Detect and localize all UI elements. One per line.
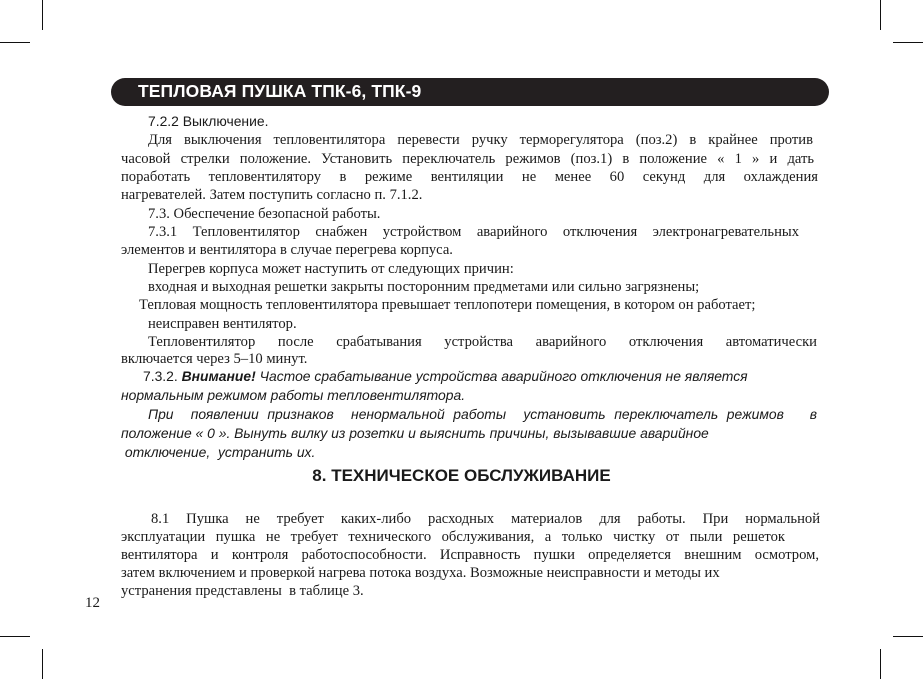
page-title: ТЕПЛОВАЯ ПУШКА ТПК-6, ТПК-9 — [138, 81, 422, 101]
crop-mark-top-right-h — [893, 42, 923, 43]
paragraph-line: нагревателей. Затем поступить согласно п. 7.1.2. — [121, 187, 423, 203]
paragraph-line: часовой стрелки положение. Установить переключатель режимов (поз.1) в положение « 1 » и дать — [121, 151, 814, 167]
list-item: Тепловая мощность тепловентилятора превышает теплопотери помещения, в котором он работает; — [139, 297, 756, 313]
list-item: неисправен вентилятор. — [148, 316, 297, 332]
paragraph-line: Перегрев корпуса может наступить от следующих причин: — [148, 261, 514, 277]
crop-mark-bottom-left-h — [0, 636, 30, 637]
warning-line: При появлении признаков ненормальной работы установить переключатель режимов в — [148, 406, 817, 422]
crop-mark-top-left-h — [0, 42, 30, 43]
paragraph-line: затем включением и проверкой нагрева потока воздуха. Возможные неисправности и методы их — [121, 565, 720, 581]
paragraph-line: поработать тепловентилятору в режиме вентиляции не менее 60 секунд для охлаждения — [121, 169, 818, 185]
paragraph-line: элементов и вентилятора в случае перегрева корпуса. — [121, 242, 453, 258]
crop-mark-bottom-left-v — [42, 649, 43, 679]
warning-label: Внимание! — [181, 368, 256, 384]
header-banner — [111, 78, 829, 106]
warning-text: Частое срабатывание устройства аварийного отключения не является — [255, 368, 748, 384]
paragraph-line: 8.1 Пушка не требует каких-либо расходных материалов для работы. При нормальной — [151, 511, 820, 527]
list-item: входная и выходная решетки закрыты посторонним предметами или сильно загрязнены; — [148, 279, 700, 295]
paragraph-line: включается через 5–10 минут. — [121, 351, 308, 367]
paragraph-line: 7.3.1 Тепловентилятор снабжен устройством аварийного отключения электронагревательных — [148, 224, 799, 240]
warning-line: положение « 0 ». Вынуть вилку из розетки и выяснить причины, вызывавшие аварийное — [121, 425, 709, 441]
paragraph-line: вентилятора и контроля работоспособности. Исправность пушки определяется внешним осмотром, — [121, 547, 819, 563]
section-title-7-3: 7.3. Обеспечение безопасной работы. — [148, 206, 381, 222]
warning-line: отключение, устранить их. — [121, 444, 316, 460]
crop-mark-top-left-v — [42, 0, 43, 30]
warning-line: нормальным режимом работы тепловентилятора. — [121, 387, 466, 403]
paragraph-line: Тепловентилятор после срабатывания устройства аварийного отключения автоматически — [148, 334, 817, 350]
section-title-7-2-2: 7.2.2 Выключение. — [148, 113, 269, 129]
crop-mark-top-right-v — [880, 0, 881, 30]
paragraph-line: устранения представлены в таблице 3. — [121, 583, 364, 599]
page-number: 12 — [85, 595, 100, 611]
paragraph-line: эксплуатации пушка не требует технического обслуживания, а только чистку от пыли решеток — [121, 529, 785, 545]
crop-mark-bottom-right-h — [893, 636, 923, 637]
crop-mark-bottom-right-v — [880, 649, 881, 679]
warning-line — [143, 367, 748, 385]
warning-number: 7.3.2. — [143, 368, 182, 384]
paragraph-line: Для выключения тепловентилятора перевести ручку терморегулятора (поз.2) в крайнее против — [148, 132, 813, 148]
section-heading-maintenance: 8. ТЕХНИЧЕСКОЕ ОБСЛУЖИВАНИЕ — [312, 466, 611, 485]
